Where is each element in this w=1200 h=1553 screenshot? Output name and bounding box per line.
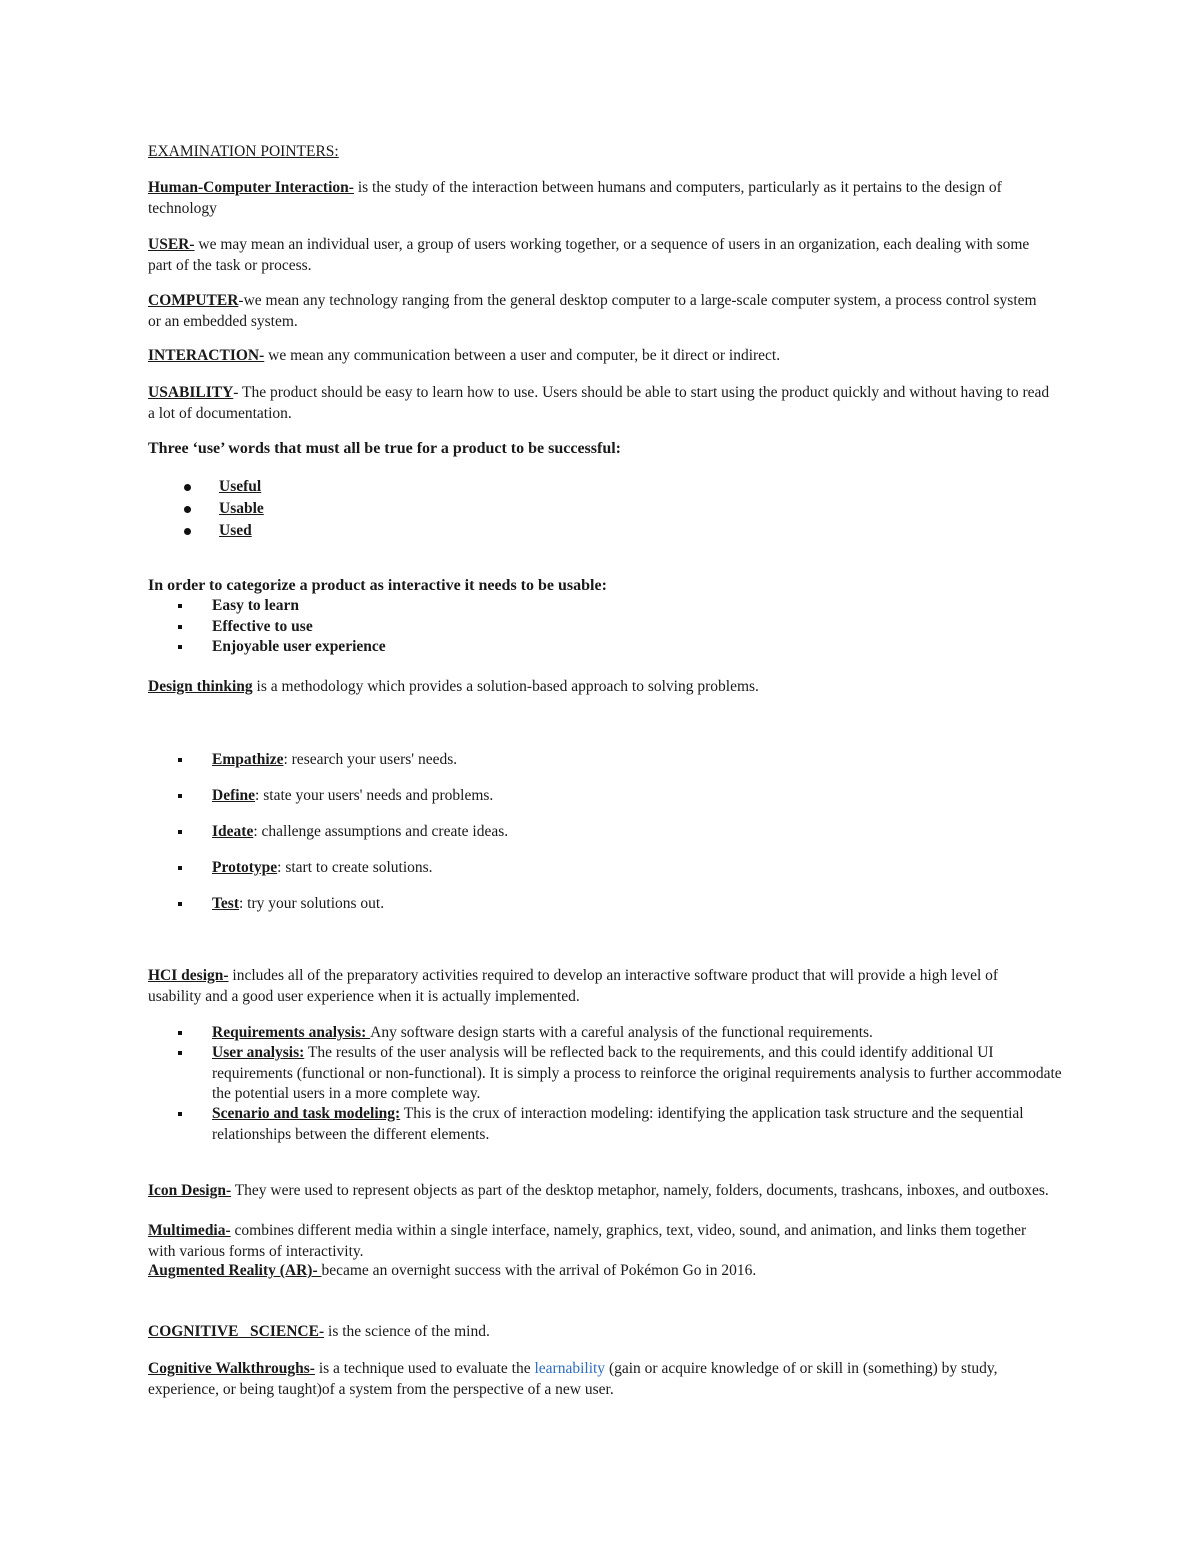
- walkthroughs-term: Cognitive Walkthroughs-: [148, 1360, 315, 1377]
- three-use-heading: Three ‘use’ words that must all be true for a product to be successful:: [148, 440, 622, 457]
- interaction-term: INTERACTION-: [148, 347, 265, 364]
- step-term: Define: [212, 787, 256, 804]
- item-term: Requirements analysis:: [212, 1024, 371, 1041]
- interactive-heading: In order to categorize a product as interactive it needs to be usable:: [148, 577, 607, 594]
- learnability-link[interactable]: learnability: [534, 1360, 606, 1377]
- bullet-square: [178, 758, 182, 762]
- walkthroughs-text-after: (gain or acquire knowledge of or skill in (something) by study, experience, or being taught)of a system from the perspective of a new user.: [148, 1360, 998, 1398]
- step-prototype: [212, 858, 1062, 879]
- interaction-definition: [148, 346, 1053, 367]
- computer-text: -we mean any technology ranging from the general desktop computer to a large-scale computer system, a process control system or an embedded system.: [148, 292, 1037, 330]
- use-item-useful: Useful: [219, 478, 262, 495]
- use-item-used: Used: [219, 522, 252, 539]
- user-text: we may mean an individual user, a group of users working together, or a sequence of users in an organization, each dealing with some part of the task or process.: [148, 236, 1030, 274]
- bullet-square: [178, 794, 182, 798]
- computer-definition: [148, 291, 1053, 332]
- step-text: : state your users' needs and problems.: [255, 787, 494, 804]
- multimedia-text: combines different media within a single interface, namely, graphics, text, video, sound, and animation, and links them together with various forms of interactivity.: [148, 1222, 1027, 1260]
- item-term: Scenario and task modeling:: [212, 1105, 401, 1122]
- interaction-text: we mean any communication between a user and computer, be it direct or indirect.: [264, 347, 781, 364]
- multimedia-definition: [148, 1221, 1053, 1262]
- bullet-square: [178, 1031, 182, 1035]
- bullet-square: [178, 830, 182, 834]
- usability-definition: [148, 383, 1053, 424]
- bullet-dot: [184, 484, 191, 491]
- interactive-item-easy: Easy to learn: [212, 597, 299, 614]
- bullet-square: [178, 866, 182, 870]
- step-test: [212, 894, 1062, 915]
- bullet-square: [178, 1112, 182, 1116]
- hci-design-term: HCI design-: [148, 967, 229, 984]
- design-thinking-definition: [148, 677, 1053, 698]
- ar-definition: [148, 1261, 1053, 1282]
- document-title: EXAMINATION POINTERS:: [148, 143, 339, 160]
- design-thinking-text: is a methodology which provides a solution-based approach to solving problems.: [252, 678, 759, 695]
- step-text: : research your users' needs.: [283, 751, 458, 768]
- bullet-square: [178, 645, 182, 649]
- step-term: Ideate: [212, 823, 254, 840]
- step-term: Test: [212, 895, 239, 912]
- interactive-item-enjoyable: Enjoyable user experience: [212, 638, 386, 655]
- use-item-usable: Usable: [219, 500, 264, 517]
- step-text: : try your solutions out.: [239, 895, 385, 912]
- walkthroughs-text-before: is a technique used to evaluate the: [314, 1360, 535, 1377]
- hci-design-item-requirements: [212, 1023, 1062, 1044]
- ar-text: became an overnight success with the arrival of Pokémon Go in 2016.: [321, 1262, 757, 1279]
- hci-term: Human-Computer Interaction-: [148, 179, 354, 196]
- bullet-square: [178, 625, 182, 629]
- icon-design-definition: [148, 1181, 1053, 1202]
- usability-term: USABILITY: [148, 384, 234, 401]
- ar-term: Augmented Reality (AR)-: [148, 1262, 322, 1279]
- item-text: Any software design starts with a careful analysis of the functional requirements.: [370, 1024, 873, 1041]
- bullet-square: [178, 902, 182, 906]
- computer-term: COMPUTER: [148, 292, 239, 309]
- step-text: : challenge assumptions and create ideas.: [253, 823, 509, 840]
- interactive-item-effective: Effective to use: [212, 618, 313, 635]
- bullet-square: [178, 604, 182, 608]
- hci-design-definition: [148, 966, 1053, 1007]
- step-text: : start to create solutions.: [277, 859, 433, 876]
- item-text: This is the crux of interaction modeling: identifying the application task structure and the sequential relationships between the different elements.: [212, 1105, 1024, 1143]
- bullet-dot: [184, 506, 191, 513]
- cognitive-science-term: COGNITIVE SCIENCE-: [148, 1323, 325, 1340]
- multimedia-term: Multimedia-: [148, 1222, 231, 1239]
- item-term: User analysis:: [212, 1044, 305, 1061]
- hci-design-text: includes all of the preparatory activities required to develop an interactive software product that will provide a high level of usability and a good user experience when it is actually implemented.: [148, 967, 999, 1005]
- icon-design-text: They were used to represent objects as part of the desktop metaphor, namely, folders, documents, trashcans, inboxes, and outboxes.: [231, 1182, 1049, 1199]
- cognitive-science-definition: [148, 1322, 1053, 1343]
- icon-design-term: Icon Design-: [148, 1182, 232, 1199]
- usability-text: - The product should be easy to learn how to use. Users should be able to start using the product quickly and without having to read a lot of documentation.: [148, 384, 1050, 422]
- bullet-square: [178, 1051, 182, 1055]
- hci-text: is the study of the interaction between humans and computers, particularly as it pertains to the design of technology: [148, 179, 1002, 217]
- item-text: The results of the user analysis will be reflected back to the requirements, and this could identify additional UI requirements (functional or non-functional). It is simply a process to reinforce the original requirements analysis to further accommodate the potential users in a more complete way.: [212, 1044, 1062, 1102]
- hci-definition: [148, 178, 1053, 219]
- step-term: Empathize: [212, 751, 284, 768]
- design-thinking-term: Design thinking: [148, 678, 253, 695]
- step-ideate: [212, 822, 1062, 843]
- cognitive-science-text: is the science of the mind.: [324, 1323, 490, 1340]
- step-empathize: [212, 750, 1062, 771]
- hci-design-item-user-analysis: [212, 1043, 1062, 1105]
- bullet-dot: [184, 528, 191, 535]
- user-definition: [148, 235, 1053, 276]
- user-term: USER-: [148, 236, 195, 253]
- walkthroughs-definition: [148, 1359, 1053, 1400]
- step-define: [212, 786, 1062, 807]
- hci-design-item-scenario: [212, 1104, 1062, 1145]
- step-term: Prototype: [212, 859, 278, 876]
